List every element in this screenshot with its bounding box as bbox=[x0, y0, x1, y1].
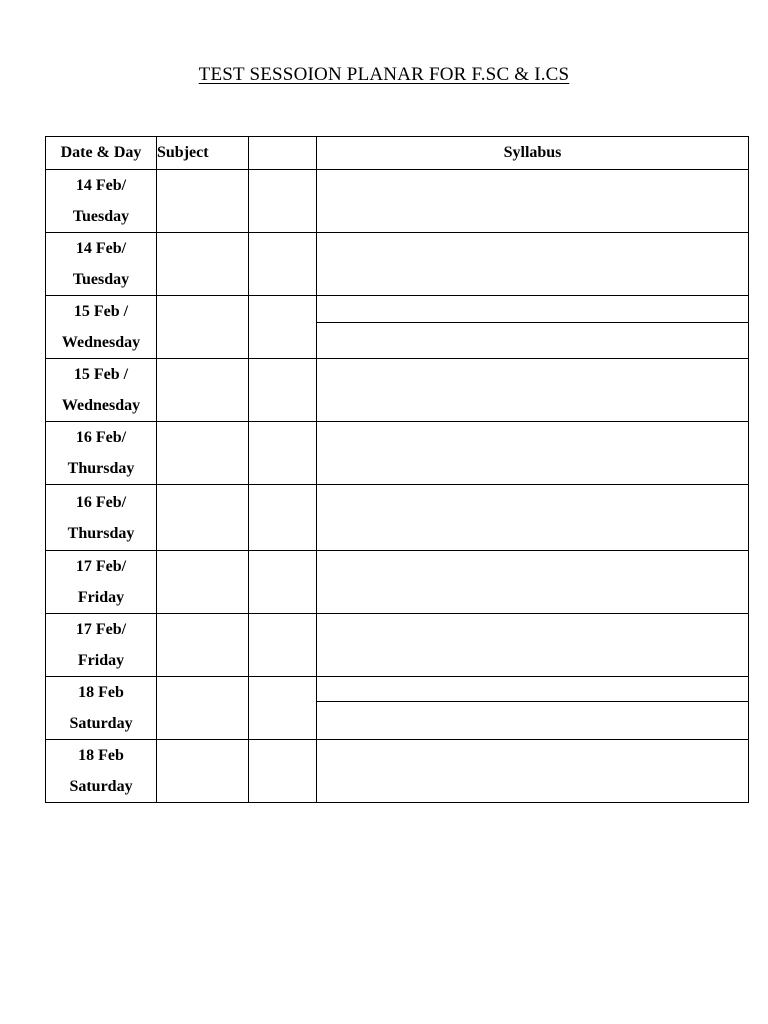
syllabus-cell bbox=[317, 170, 749, 233]
date-text: 15 Feb / bbox=[73, 366, 129, 383]
syllabus-cell bbox=[317, 614, 749, 677]
table-row bbox=[46, 677, 749, 740]
day-text: Saturday bbox=[69, 778, 133, 795]
table-row bbox=[46, 422, 749, 485]
day-text: Wednesday bbox=[61, 334, 141, 351]
date-day-cell bbox=[46, 677, 157, 740]
syllabus-cell bbox=[317, 740, 749, 803]
syllabus-top bbox=[317, 677, 748, 702]
extra-cell bbox=[249, 677, 317, 740]
page-title: TEST SESSOION PLANAR FOR F.SC & I.CS bbox=[198, 64, 570, 85]
extra-cell bbox=[249, 296, 317, 359]
date-text: 16 Feb/ bbox=[75, 429, 127, 446]
table-row bbox=[46, 551, 749, 614]
date-text: 14 Feb/ bbox=[75, 177, 127, 194]
extra-cell bbox=[249, 170, 317, 233]
date-text: 16 Feb/ bbox=[75, 493, 127, 511]
day-text: Thursday bbox=[67, 460, 135, 477]
header-syllabus: Syllabus bbox=[317, 137, 749, 170]
date-day-cell bbox=[46, 551, 157, 614]
table-row bbox=[46, 296, 749, 359]
day-text: Wednesday bbox=[61, 397, 141, 414]
day-text: Saturday bbox=[69, 715, 133, 732]
syllabus-cell bbox=[317, 422, 749, 485]
syllabus-split bbox=[317, 296, 748, 358]
day-text: Friday bbox=[77, 652, 125, 669]
syllabus-cell bbox=[317, 233, 749, 296]
header-blank bbox=[249, 137, 317, 170]
extra-cell bbox=[249, 614, 317, 677]
date-text: 14 Feb/ bbox=[75, 240, 127, 257]
date-day-cell bbox=[46, 740, 157, 803]
date-day-cell bbox=[46, 485, 157, 551]
extra-cell bbox=[249, 359, 317, 422]
subject-cell bbox=[157, 170, 249, 233]
extra-cell bbox=[249, 740, 317, 803]
date-text: 15 Feb / bbox=[73, 303, 129, 320]
subject-cell bbox=[157, 296, 249, 359]
subject-cell bbox=[157, 740, 249, 803]
day-text: Tuesday bbox=[72, 271, 130, 288]
extra-cell bbox=[249, 422, 317, 485]
subject-cell bbox=[157, 422, 249, 485]
date-text: 17 Feb/ bbox=[75, 558, 127, 575]
header-subject: Subject bbox=[157, 137, 249, 170]
header-date-day: Date & Day bbox=[46, 137, 157, 170]
extra-cell bbox=[249, 485, 317, 551]
table-row bbox=[46, 614, 749, 677]
date-day-cell bbox=[46, 233, 157, 296]
date-text: 17 Feb/ bbox=[75, 621, 127, 638]
syllabus-bottom bbox=[317, 702, 748, 739]
date-day-cell bbox=[46, 170, 157, 233]
date-day-cell bbox=[46, 422, 157, 485]
date-text: 18 Feb bbox=[78, 684, 124, 701]
date-day-cell bbox=[46, 296, 157, 359]
syllabus-top bbox=[317, 296, 748, 323]
date-day-cell bbox=[46, 614, 157, 677]
extra-cell bbox=[249, 551, 317, 614]
subject-cell bbox=[157, 359, 249, 422]
test-session-table bbox=[45, 136, 749, 803]
syllabus-cell bbox=[317, 551, 749, 614]
table-header-row bbox=[46, 137, 749, 170]
table-row bbox=[46, 170, 749, 233]
subject-cell bbox=[157, 677, 249, 740]
subject-cell bbox=[157, 551, 249, 614]
subject-cell bbox=[157, 233, 249, 296]
table-row bbox=[46, 359, 749, 422]
syllabus-split bbox=[317, 677, 748, 739]
extra-cell bbox=[249, 233, 317, 296]
table-row bbox=[46, 485, 749, 551]
table-row bbox=[46, 233, 749, 296]
day-text: Tuesday bbox=[72, 208, 130, 225]
syllabus-bottom bbox=[317, 323, 748, 358]
day-text: Friday bbox=[77, 589, 125, 606]
subject-cell bbox=[157, 485, 249, 551]
day-text: Thursday bbox=[67, 524, 135, 542]
syllabus-cell-split bbox=[317, 677, 749, 740]
subject-cell bbox=[157, 614, 249, 677]
date-text: 18 Feb bbox=[78, 747, 124, 764]
table-row bbox=[46, 740, 749, 803]
syllabus-cell-split bbox=[317, 296, 749, 359]
syllabus-cell bbox=[317, 485, 749, 551]
syllabus-cell bbox=[317, 359, 749, 422]
date-day-cell bbox=[46, 359, 157, 422]
